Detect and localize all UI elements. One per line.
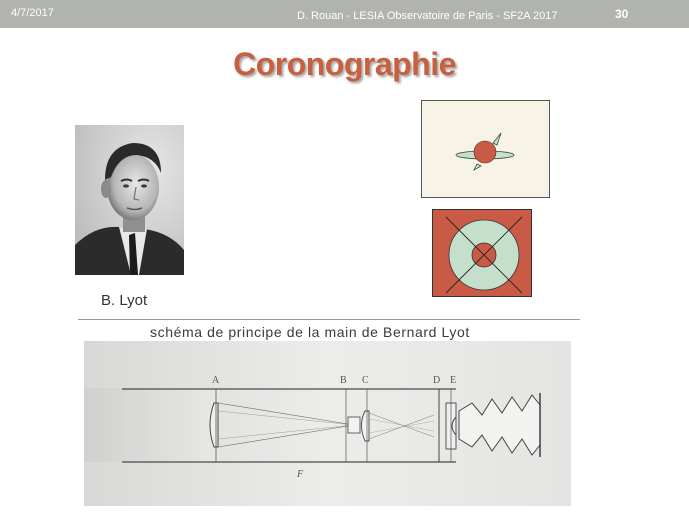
sketch-label-d: D [433,375,441,386]
lyot-portrait-photo [75,125,184,275]
sketch-label-c: C [362,375,369,386]
lyot-sketch-diagram [84,341,571,506]
star-disk-diagram [421,100,550,198]
sketch-label-b: B [340,375,347,386]
slide-footer: D. Rouan - LESIA Observatoire de Paris - SF2A 2017 [297,10,558,22]
sketch-title: schéma de principe de la main de Bernard Lyot [150,324,470,340]
separator-line [78,319,580,320]
slide-date: 4/7/2017 [11,7,54,19]
portrait-caption: B. Lyot [101,292,148,309]
sketch-label-a: A [212,375,220,386]
slide-number: 30 [615,7,629,21]
lyot-stop-diagram [432,209,532,297]
sketch-label-e: E [450,375,457,386]
slide-header [0,0,689,28]
sketch-label-f: F [297,469,304,480]
slide-title: Coronographie [233,46,456,82]
